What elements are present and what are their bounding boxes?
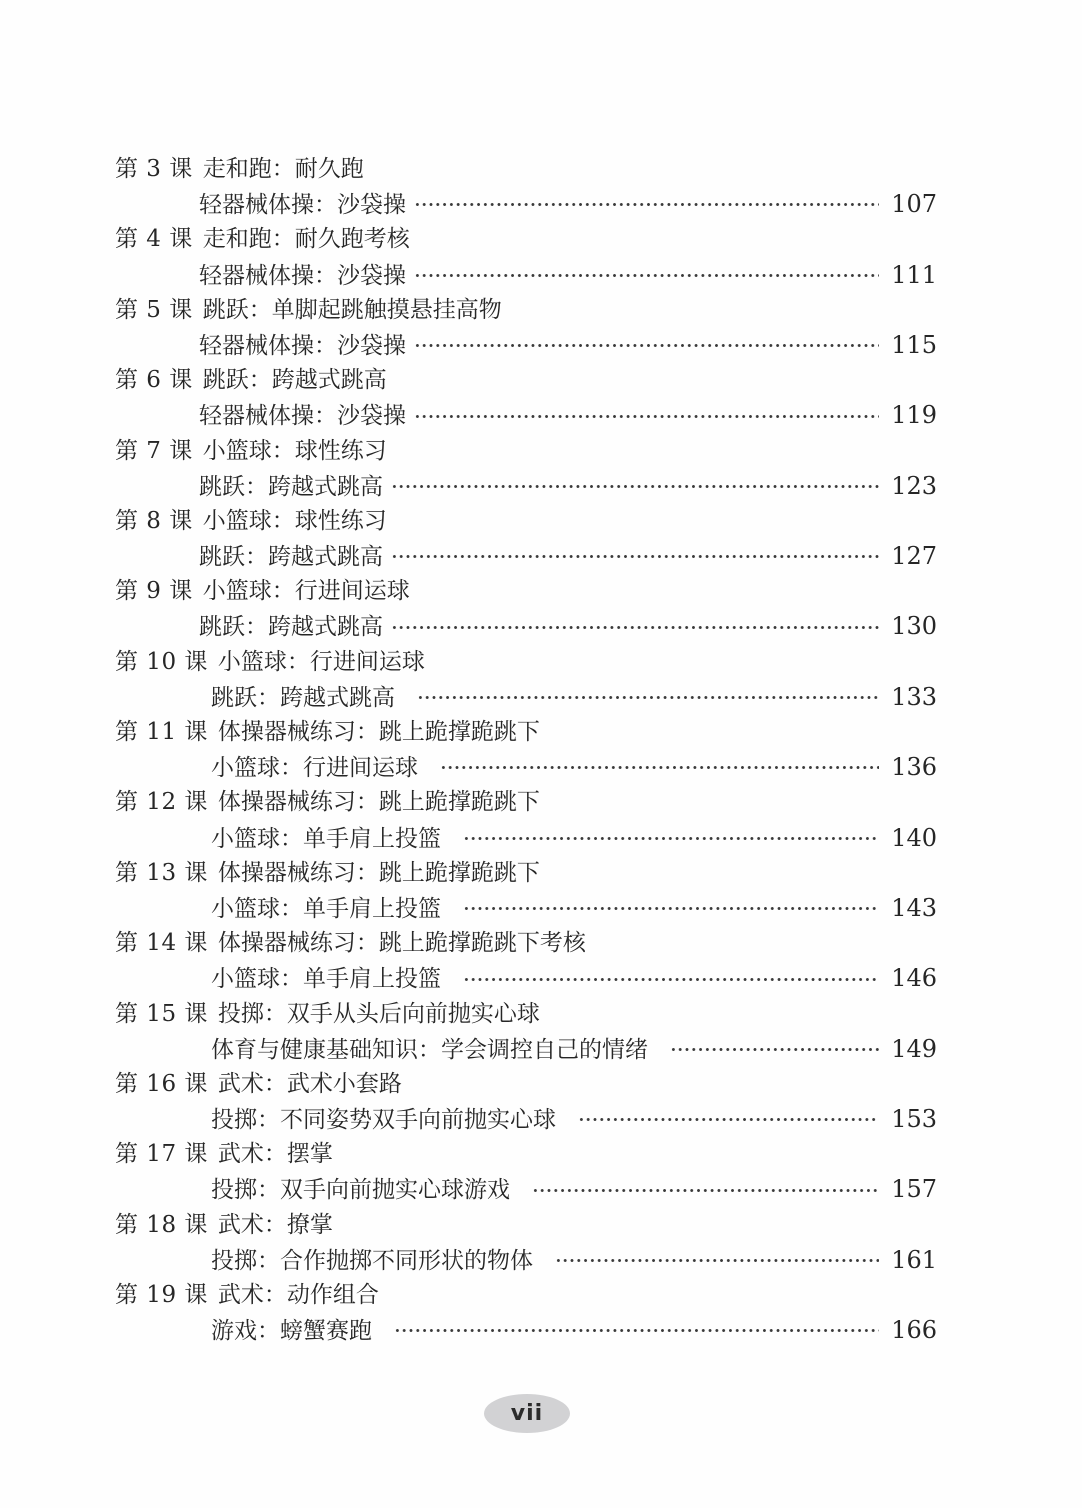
toc-entry-title-line	[115, 997, 937, 1032]
dot-leader	[391, 609, 879, 644]
toc-entry-subtitle-line	[115, 1243, 937, 1278]
lesson-subtitle: 投掷：双手向前抛实心球游戏	[211, 1177, 510, 1204]
dot-leader	[414, 187, 879, 222]
page-ref: 153	[891, 1105, 937, 1134]
toc-entry-subtitle-line	[115, 258, 937, 293]
toc-entry	[115, 1278, 937, 1348]
toc-entry-title-line	[115, 645, 937, 680]
toc-entry-subtitle-line	[115, 680, 937, 715]
dot-leader	[463, 961, 879, 996]
lesson-subtitle: 轻器械体操：沙袋操	[199, 332, 406, 359]
dot-leader	[578, 1102, 879, 1137]
lesson-subtitle: 小篮球：单手肩上投篮	[211, 825, 441, 852]
page-ref: 123	[891, 471, 937, 500]
toc-entry-title-line	[115, 363, 937, 398]
toc-entry	[115, 997, 937, 1067]
lesson-title: 走和跑：耐久跑	[202, 156, 364, 182]
lesson-title: 体操器械练习：跳上跪撑跪跳下考核	[217, 930, 586, 957]
toc-entry-title-line	[115, 926, 937, 961]
lesson-title: 武术：动作组合	[217, 1282, 379, 1308]
lesson-title: 跳跃：跨越式跳高	[202, 367, 387, 394]
toc-entry-subtitle-line	[115, 821, 937, 856]
lesson-number: 第 11 课	[115, 719, 208, 745]
lesson-title: 武术：撩掌	[217, 1211, 333, 1238]
lesson-subtitle: 轻器械体操：沙袋操	[199, 262, 406, 289]
toc-entry-subtitle-line	[115, 469, 937, 504]
lesson-number: 第 7 课	[115, 437, 193, 464]
toc-entry	[115, 574, 937, 644]
page-ref: 115	[891, 330, 937, 359]
toc-entry-subtitle-line	[115, 891, 937, 926]
lesson-number: 第 16 课	[115, 1070, 208, 1097]
dot-leader	[391, 469, 879, 504]
page-ref: 111	[891, 260, 937, 289]
lesson-subtitle: 游戏：螃蟹赛跑	[211, 1318, 372, 1345]
lesson-subtitle: 轻器械体操：沙袋操	[199, 403, 406, 430]
page-number-badge	[484, 1394, 570, 1433]
lesson-number: 第 9 课	[115, 578, 193, 605]
dot-leader	[440, 750, 879, 785]
page-ref: 161	[891, 1245, 937, 1274]
page-ref: 130	[891, 612, 937, 641]
toc-entry-title-line	[115, 1278, 937, 1313]
dot-leader	[555, 1243, 879, 1278]
toc-entry	[115, 645, 937, 715]
lesson-subtitle: 小篮球：行进间运球	[211, 755, 418, 782]
toc-entry	[115, 1208, 937, 1278]
toc-entry	[115, 1067, 937, 1137]
lesson-subtitle: 投掷：合作抛掷不同形状的物体	[211, 1247, 533, 1274]
page-ref: 166	[891, 1316, 937, 1345]
lesson-subtitle: 体育与健康基础知识：学会调控自己的情绪	[211, 1036, 648, 1063]
lesson-number: 第 10 课	[115, 648, 208, 675]
toc-entry-subtitle-line	[115, 328, 937, 363]
toc-entry-title-line	[115, 152, 937, 187]
dot-leader	[394, 1313, 879, 1348]
toc-entry	[115, 785, 937, 855]
dot-leader	[463, 891, 879, 926]
dot-leader	[532, 1172, 879, 1207]
toc-entry-subtitle-line	[115, 609, 937, 644]
toc-entry-subtitle-line	[115, 1172, 937, 1207]
lesson-number: 第 14 课	[115, 930, 208, 957]
page-ref: 157	[891, 1175, 937, 1204]
dot-leader	[414, 398, 879, 433]
dot-leader	[391, 539, 879, 574]
lesson-subtitle: 小篮球：单手肩上投篮	[211, 966, 441, 993]
toc-entry	[115, 504, 937, 574]
lesson-title: 体操器械练习：跳上跪撑跪跳下	[217, 789, 540, 816]
page-ref: 107	[891, 190, 937, 219]
lesson-title: 体操器械练习：跳上跪撑跪跳下	[217, 719, 540, 745]
lesson-number: 第 12 课	[115, 789, 208, 816]
dot-leader	[414, 258, 879, 293]
lesson-number: 第 6 课	[115, 367, 193, 394]
page-ref: 146	[891, 964, 937, 993]
toc-entry-subtitle-line	[115, 187, 937, 222]
lesson-title: 跳跃：单脚起跳触摸悬挂高物	[202, 296, 502, 323]
toc-entry-subtitle-line	[115, 398, 937, 433]
toc-entry-title-line	[115, 1137, 937, 1172]
toc-entry-title-line	[115, 1208, 937, 1243]
page-ref: 140	[891, 823, 937, 852]
dot-leader	[670, 1032, 879, 1067]
lesson-number: 第 4 课	[115, 226, 193, 253]
lesson-title: 小篮球：行进间运球	[217, 648, 425, 675]
toc-entry	[115, 715, 937, 785]
toc-entry	[115, 222, 937, 292]
toc-entry-subtitle-line	[115, 539, 937, 574]
page-ref: 119	[891, 401, 937, 430]
toc-list	[115, 152, 937, 1348]
page-ref: 127	[891, 542, 937, 571]
toc-entry-title-line	[115, 785, 937, 820]
toc-entry	[115, 1137, 937, 1207]
lesson-subtitle: 跳跃：跨越式跳高	[199, 544, 383, 571]
lesson-subtitle: 投掷：不同姿势双手向前抛实心球	[211, 1107, 556, 1134]
lesson-subtitle: 跳跃：跨越式跳高	[199, 473, 383, 500]
page-ref: 136	[891, 753, 937, 782]
page-ref: 143	[891, 893, 937, 922]
lesson-subtitle: 轻器械体操：沙袋操	[199, 192, 406, 219]
toc-entry-title-line	[115, 434, 937, 469]
toc-entry-title-line	[115, 222, 937, 257]
lesson-title: 体操器械练习：跳上跪撑跪跳下	[217, 859, 540, 886]
page-number-label: vii	[510, 1401, 544, 1426]
lesson-number: 第 8 课	[115, 507, 193, 534]
toc-entry-title-line	[115, 856, 937, 891]
lesson-subtitle: 跳跃：跨越式跳高	[211, 684, 395, 711]
lesson-number: 第 19 课	[115, 1282, 208, 1308]
lesson-title: 武术：摆掌	[217, 1141, 333, 1168]
toc-entry	[115, 152, 937, 222]
toc-entry-subtitle-line	[115, 750, 937, 785]
lesson-title: 小篮球：球性练习	[202, 437, 387, 464]
lesson-number: 第 15 课	[115, 1000, 208, 1027]
dot-leader	[417, 680, 879, 715]
toc-entry-title-line	[115, 1067, 937, 1102]
toc-entry-title-line	[115, 715, 937, 750]
dot-leader	[463, 821, 879, 856]
toc-entry-subtitle-line	[115, 1313, 937, 1348]
toc-entry	[115, 926, 937, 996]
lesson-title: 小篮球：行进间运球	[202, 578, 410, 605]
toc-entry-title-line	[115, 504, 937, 539]
lesson-number: 第 18 课	[115, 1211, 208, 1238]
toc-entry	[115, 363, 937, 433]
lesson-number: 第 3 课	[115, 156, 193, 182]
page-ref: 133	[891, 682, 937, 711]
lesson-subtitle: 小篮球：单手肩上投篮	[211, 895, 441, 922]
toc-entry-subtitle-line	[115, 1102, 937, 1137]
toc-entry-subtitle-line	[115, 1032, 937, 1067]
page-ref: 149	[891, 1034, 937, 1063]
dot-leader	[414, 328, 879, 363]
toc-entry	[115, 434, 937, 504]
lesson-title: 走和跑：耐久跑考核	[202, 226, 410, 253]
toc-entry	[115, 293, 937, 363]
lesson-number: 第 13 课	[115, 859, 208, 886]
lesson-subtitle: 跳跃：跨越式跳高	[199, 614, 383, 641]
toc-entry-title-line	[115, 293, 937, 328]
lesson-number: 第 17 课	[115, 1141, 208, 1168]
lesson-title: 武术：武术小套路	[217, 1070, 402, 1097]
toc-entry-title-line	[115, 574, 937, 609]
lesson-number: 第 5 课	[115, 296, 193, 323]
lesson-title: 小篮球：球性练习	[202, 507, 387, 534]
lesson-title: 投掷：双手从头后向前抛实心球	[217, 1000, 540, 1027]
toc-entry-subtitle-line	[115, 961, 937, 996]
toc-entry	[115, 856, 937, 926]
